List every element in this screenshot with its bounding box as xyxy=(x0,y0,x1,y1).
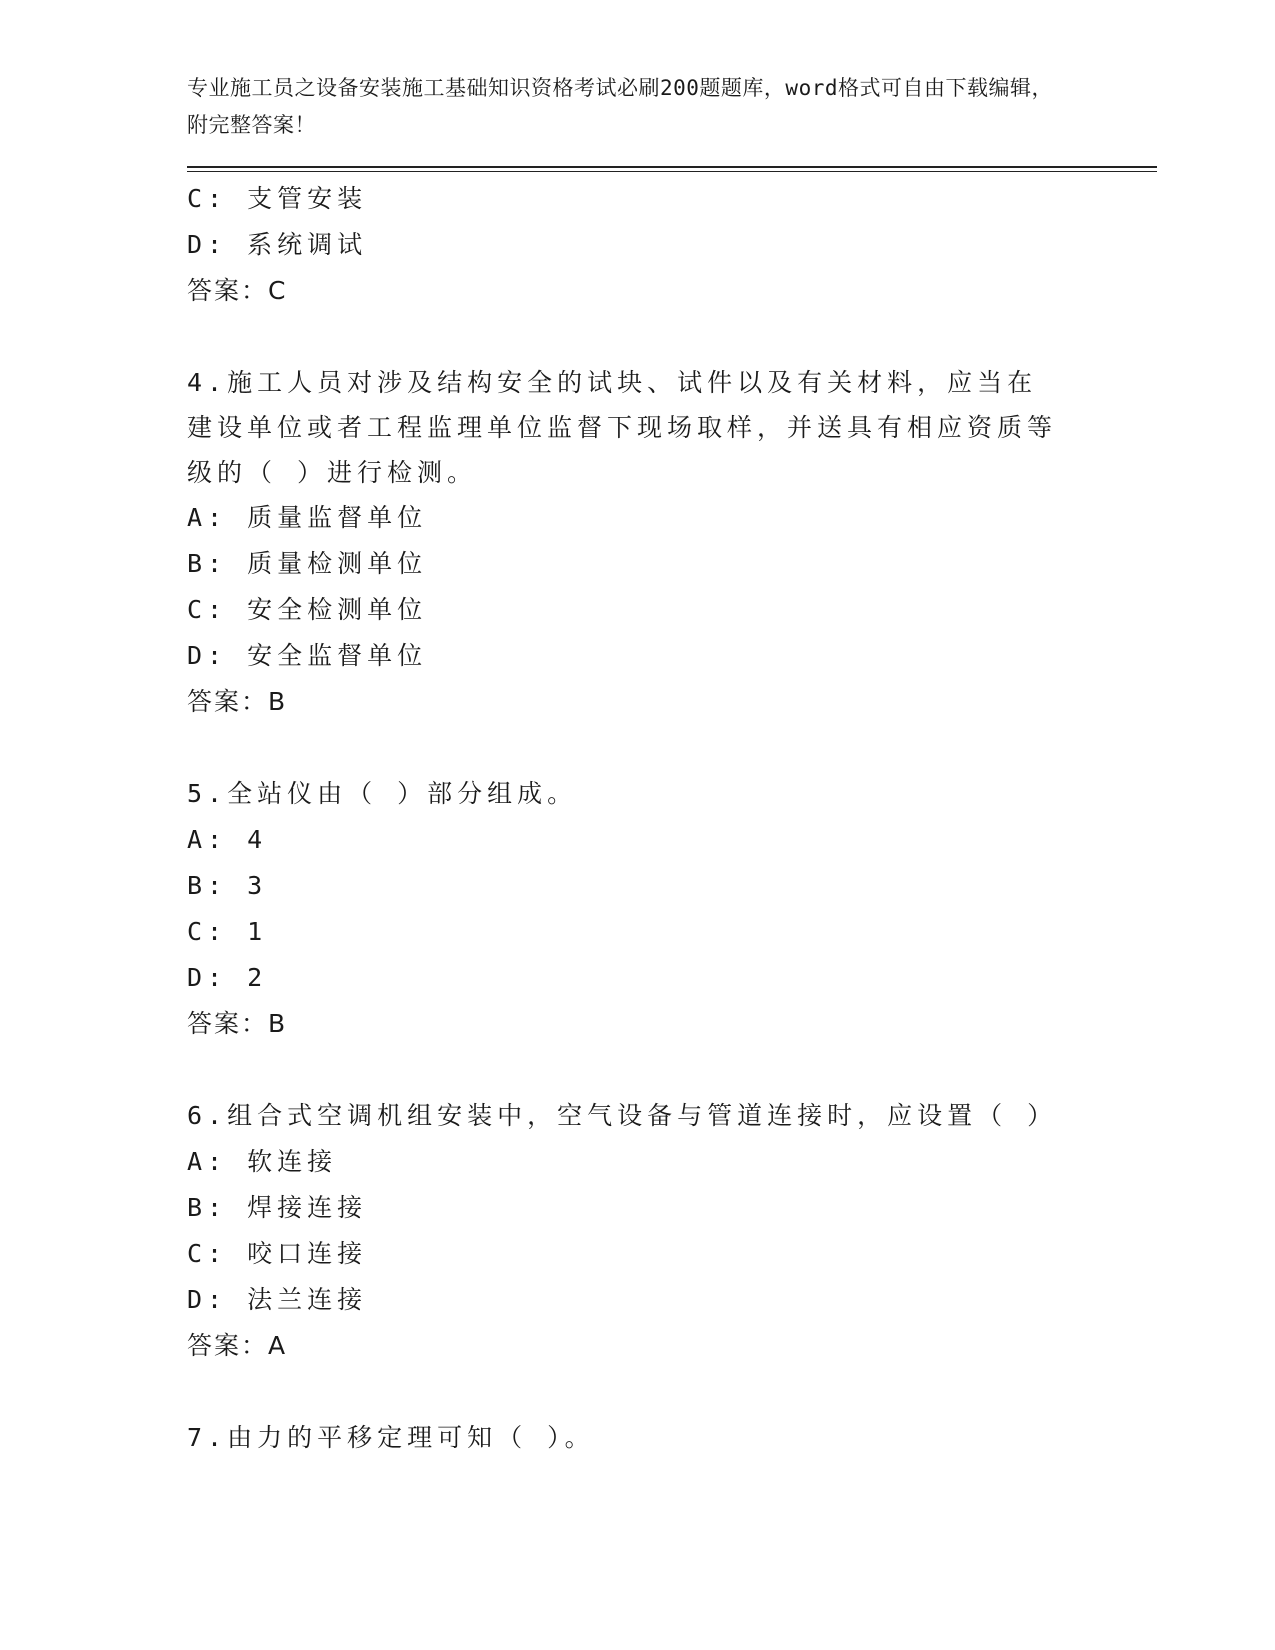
document-page xyxy=(187,70,1157,1461)
q6-option-d: D: 法兰连接 xyxy=(187,1285,368,1314)
q4-option-d: D: 安全监督单位 xyxy=(187,641,428,670)
spacer xyxy=(187,1369,1157,1415)
q4-answer: 答案：B xyxy=(187,687,288,716)
q3-option-c: C: 支管安装 xyxy=(187,184,368,213)
q5-answer: 答案：B xyxy=(187,1009,288,1038)
q5-question: 5.全站仪由（ ）部分组成。 xyxy=(187,779,578,808)
q3-option-d: D: 系统调试 xyxy=(187,230,368,259)
q6-answer: 答案：A xyxy=(187,1331,288,1360)
q6-option-a: A: 软连接 xyxy=(187,1147,338,1176)
q5-option-d: D: 2 xyxy=(187,963,268,992)
q5-option-b: B: 3 xyxy=(187,871,268,900)
q5-option-a: A: 4 xyxy=(187,825,268,854)
q4-option-c: C: 安全检测单位 xyxy=(187,595,428,624)
q5-option-c: C: 1 xyxy=(187,917,268,946)
q3-answer: 答案：C xyxy=(187,276,288,305)
q6-option-b: B: 焊接连接 xyxy=(187,1193,368,1222)
spacer xyxy=(187,725,1157,771)
spacer xyxy=(187,314,1157,360)
spacer xyxy=(187,1047,1157,1093)
q7-question: 7.由力的平移定理可知（ ）。 xyxy=(187,1423,595,1452)
q6-question: 6.组合式空调机组安装中，空气设备与管道连接时，应设置（ ） xyxy=(187,1101,1058,1130)
q4-option-a: A: 质量监督单位 xyxy=(187,503,428,532)
q6-option-c: C: 咬口连接 xyxy=(187,1239,368,1268)
q4-question: 4.施工人员对涉及结构安全的试块、试件以及有关材料，应当在建设单位或者工程监理单位监督下现场取样，并送具有相应资质等级的（ ）进行检测。 xyxy=(187,368,1058,487)
header-divider xyxy=(187,166,1157,172)
document-header: 专业施工员之设备安装施工基础知识资格考试必刷200题题库，word格式可自由下载编辑，附完整答案！ xyxy=(187,76,1053,137)
q4-option-b: B: 质量检测单位 xyxy=(187,549,428,578)
question-list xyxy=(187,176,1157,1461)
